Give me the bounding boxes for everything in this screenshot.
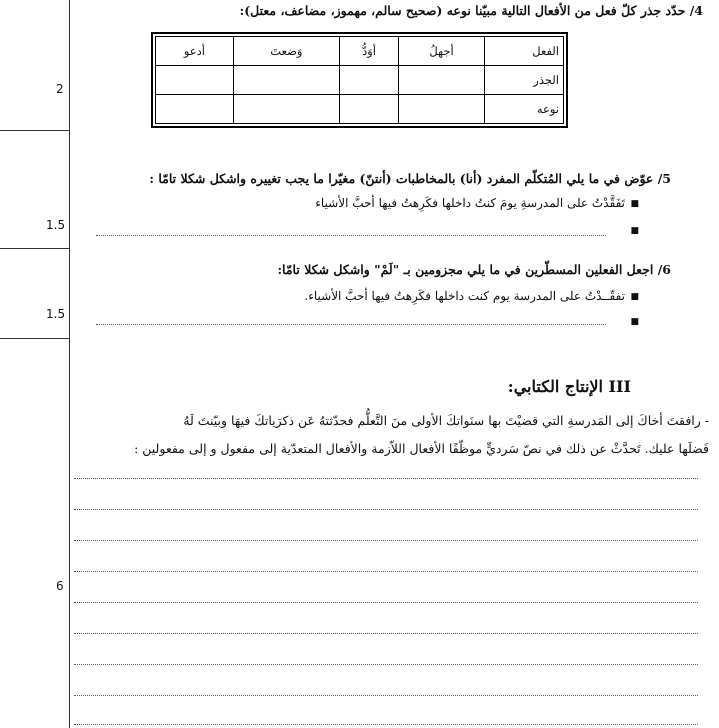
score-section3: 6 — [56, 579, 64, 593]
type-answer-cell[interactable] — [233, 95, 339, 124]
row-label-root: الجذر — [485, 66, 564, 95]
score-q6: 1.5 — [46, 307, 66, 321]
q5-title: 5/ عوّض في ما يلي المُتكلّم المفرد (أنا) بالمخاطبات (أنتنّ) مغيّرا ما يجب تغييره واشكل شكلا تامّا : — [149, 171, 671, 186]
margin-divider — [0, 248, 69, 249]
root-answer-cell[interactable] — [156, 66, 234, 95]
q5-answer-line[interactable] — [96, 235, 606, 236]
q6-title: 6/ اجعل الفعلين المسطّرين في ما يلي مجزومين بـ "لَمْ" واشكل شكلا تامّا: — [277, 262, 671, 277]
row-label-verb: الفعل — [485, 37, 564, 66]
writing-line[interactable] — [74, 509, 698, 510]
verb-cell: أجهلُ — [399, 37, 485, 66]
section3-prompt-line2: فَضلَها عليك. تَحدَّثْ عن ذلك في نصّ سَرديٍّ موظّفًا الأفعال اللاّزمة والأفعال المتعدّية إلى مفعول و إلى مفعولين : — [134, 441, 709, 456]
q4-title: 4/ حدّد جذر كلّ فعل من الأفعال التالية مبيّنا نوعه (صحيح سالم، مهموز، مضاعف، معتل): — [239, 3, 703, 18]
row-label-type: نوعه — [485, 95, 564, 124]
verb-cell: وَضعتَ — [233, 37, 339, 66]
root-answer-cell[interactable] — [340, 66, 399, 95]
type-answer-cell[interactable] — [156, 95, 234, 124]
writing-line[interactable] — [74, 695, 698, 696]
section3-title: III الإنتاج الكتابي: — [507, 377, 631, 396]
bullet-icon: ■ — [630, 317, 639, 327]
margin-divider — [0, 130, 69, 131]
score-q4: 2 — [56, 82, 64, 96]
writing-line[interactable] — [74, 664, 698, 665]
bullet-icon: ■ — [630, 226, 639, 236]
q6-answer-line[interactable] — [96, 324, 606, 325]
writing-line[interactable] — [74, 724, 698, 725]
type-answer-cell[interactable] — [399, 95, 485, 124]
bullet-icon: ■ — [630, 292, 639, 302]
bullet-icon: ■ — [630, 199, 639, 209]
q6-sentence: تفقّــدْتُ على المدرسة يوم كنت داخلها فكَرِهتُ فيها أحبَّ الأشياء. — [304, 289, 625, 303]
margin-divider — [0, 338, 69, 339]
writing-line[interactable] — [74, 478, 698, 479]
verb-cell: أوَدُّ — [340, 37, 399, 66]
verb-cell: أدعو — [156, 37, 234, 66]
verb-root-table — [155, 36, 564, 124]
writing-line[interactable] — [74, 602, 698, 603]
type-answer-cell[interactable] — [340, 95, 399, 124]
writing-line[interactable] — [74, 571, 698, 572]
writing-line[interactable] — [74, 540, 698, 541]
root-answer-cell[interactable] — [399, 66, 485, 95]
score-margin-line — [69, 0, 70, 728]
q5-sentence: تَفَقَّدْتُ على المدرسةِ يومَ كنتُ داخلها فكَرِهتُ فيها أحبَّ الأشياء — [315, 196, 625, 210]
section3-prompt-line1: - رافقتَ أخاكَ إلى المَدرسةِ التي قضيْتَ بها سنَواتكَ الأولى منَ التَّعلُّم فحدّثتهُ عَن ذكرَياتكَ فيهَا وبيّنتَ لَهُ — [183, 413, 709, 428]
score-q5: 1.5 — [46, 218, 66, 232]
writing-line[interactable] — [74, 633, 698, 634]
root-answer-cell[interactable] — [233, 66, 339, 95]
